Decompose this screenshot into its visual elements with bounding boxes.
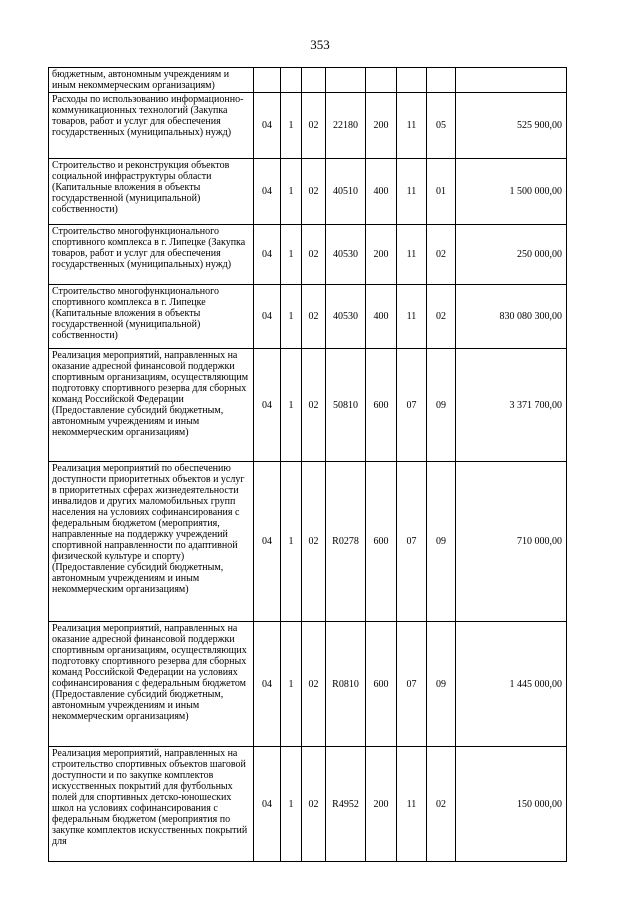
budget-table [48,67,567,862]
row-amount: 3 371 700,00 [456,349,567,462]
code-subsection: 09 [427,622,456,747]
table-row [49,462,567,622]
code-program: 04 [254,622,281,747]
code-subprogram: 1 [281,159,302,225]
code-expense-type: 200 [366,747,397,862]
table-row [49,747,567,862]
code-subsection: 02 [427,747,456,862]
code-direction [326,68,366,93]
code-direction: 50810 [326,349,366,462]
code-main-activity: 02 [302,622,326,747]
code-section: 07 [397,349,427,462]
code-direction: R4952 [326,747,366,862]
code-section: 11 [397,93,427,159]
code-main-activity [302,68,326,93]
row-description: Реализация мероприятий, направленных на оказание адресной финансовой поддержки спортивным организациям, осуществляющим подготовку спортивного резерва для сборных команд Российской Федерации (Предоставление субсидий бюджетным, автономным учреждениям и иным некоммерческим организациям) [49,349,254,462]
code-program: 04 [254,747,281,862]
code-main-activity: 02 [302,747,326,862]
code-expense-type: 600 [366,622,397,747]
code-section [397,68,427,93]
code-subsection: 02 [427,225,456,285]
code-subprogram: 1 [281,285,302,349]
code-direction: 40530 [326,225,366,285]
code-program: 04 [254,225,281,285]
code-main-activity: 02 [302,159,326,225]
row-amount: 1 445 000,00 [456,622,567,747]
row-description: бюджетным, автономным учреждениям и иным некоммерческим организациям) [49,68,254,93]
row-amount: 830 080 300,00 [456,285,567,349]
code-expense-type: 600 [366,462,397,622]
table-row [49,349,567,462]
row-amount: 1 500 000,00 [456,159,567,225]
code-subsection: 09 [427,349,456,462]
code-subprogram [281,68,302,93]
table-row [49,622,567,747]
row-amount: 250 000,00 [456,225,567,285]
code-subprogram: 1 [281,462,302,622]
row-description: Реализация мероприятий, направленных на строительство спортивных объектов шаговой доступности и по закупке комплектов искусственных покрытий для футбольных полей для спортивных детско-юношеских школ на условиях софинансирования с федеральным бюджетом (мероприятия по закупке комплектов искусственных покрытий для [49,747,254,862]
code-section: 07 [397,622,427,747]
code-subprogram: 1 [281,225,302,285]
code-subprogram: 1 [281,349,302,462]
table-row [49,285,567,349]
code-main-activity: 02 [302,462,326,622]
table-row [49,159,567,225]
code-program: 04 [254,93,281,159]
code-expense-type: 200 [366,225,397,285]
code-direction: R0810 [326,622,366,747]
code-subsection: 05 [427,93,456,159]
row-description: Реализация мероприятий по обеспечению доступности приоритетных объектов и услуг в приоритетных сферах жизнедеятельности инвалидов и других маломобильных групп населения на условиях софинансирования с федеральным бюджетом (мероприятия, направленные на поддержку учреждений спортивной направленности по адаптивной физической культуре и спорту) (Предоставление субсидий бюджетным, автономным учреждениям и иным некоммерческим организациям) [49,462,254,622]
code-section: 11 [397,159,427,225]
code-program: 04 [254,285,281,349]
table-row [49,68,567,93]
row-amount: 525 900,00 [456,93,567,159]
code-subsection [427,68,456,93]
row-description: Строительство многофункционального спортивного комплекса в г. Липецке (Закупка товаров, работ и услуг для обеспечения государственных (муниципальных) нужд) [49,225,254,285]
code-expense-type: 400 [366,285,397,349]
table-row [49,93,567,159]
code-program: 04 [254,159,281,225]
code-main-activity: 02 [302,349,326,462]
code-direction: R0278 [326,462,366,622]
code-subprogram: 1 [281,622,302,747]
code-section: 11 [397,285,427,349]
code-subsection: 02 [427,285,456,349]
code-expense-type: 600 [366,349,397,462]
code-section: 07 [397,462,427,622]
code-subprogram: 1 [281,747,302,862]
row-amount: 710 000,00 [456,462,567,622]
budget-table-body [49,68,567,862]
row-description: Строительство и реконструкция объектов социальной инфраструктуры области (Капитальные вложения в объекты государственной (муниципальной) собственности) [49,159,254,225]
code-subprogram: 1 [281,93,302,159]
code-main-activity: 02 [302,93,326,159]
code-program: 04 [254,349,281,462]
code-main-activity: 02 [302,285,326,349]
code-program [254,68,281,93]
code-program: 04 [254,462,281,622]
code-section: 11 [397,747,427,862]
code-direction: 40530 [326,285,366,349]
code-section: 11 [397,225,427,285]
table-row [49,225,567,285]
row-amount [456,68,567,93]
code-subsection: 09 [427,462,456,622]
row-description: Реализация мероприятий, направленных на оказание адресной финансовой поддержки спортивным организациям, осуществляющих подготовку спортивного резерва для сборных команд Российской Федерации на условиях софинансирования с федеральным бюджетом (Предоставление субсидий бюджетным, автономным учреждениям и иным некоммерческим организациям) [49,622,254,747]
code-direction: 40510 [326,159,366,225]
row-description: Расходы по использованию информационно-коммуникационных технологий (Закупка товаров, работ и услуг для обеспечения государственных (муниципальных) нужд) [49,93,254,159]
code-direction: 22180 [326,93,366,159]
row-amount: 150 000,00 [456,747,567,862]
page-number: 353 [310,37,330,52]
code-subsection: 01 [427,159,456,225]
row-description: Строительство многофункционального спортивного комплекса в г. Липецке (Капитальные вложения в объекты государственной (муниципальной) собственности) [49,285,254,349]
code-main-activity: 02 [302,225,326,285]
code-expense-type: 400 [366,159,397,225]
code-expense-type: 200 [366,93,397,159]
code-expense-type [366,68,397,93]
